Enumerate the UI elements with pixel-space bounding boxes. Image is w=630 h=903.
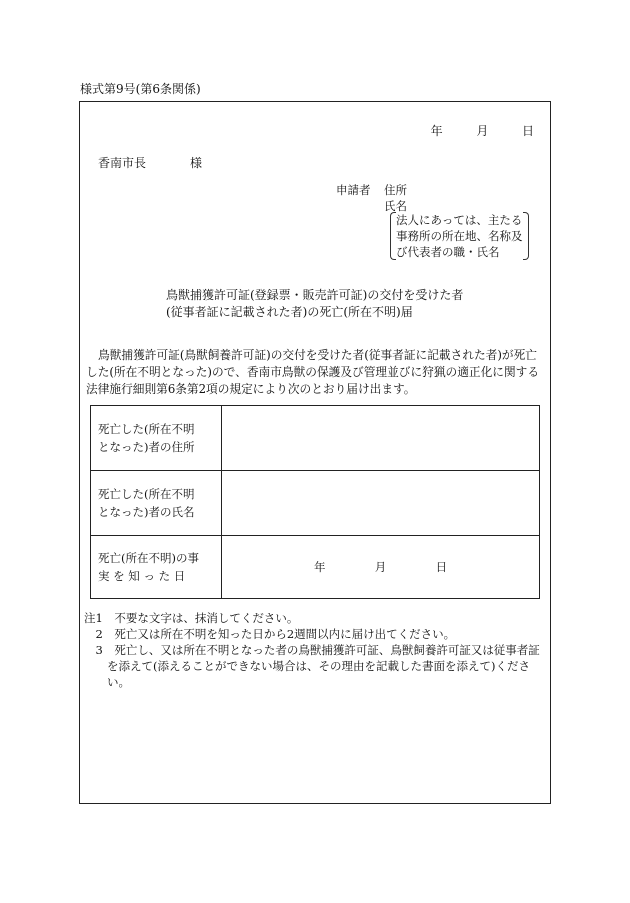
corporate-note-line: び代表者の職・氏名 [396, 245, 500, 259]
known-date-label: 死亡(所在不明)の事 実 を 知 っ た 日 [91, 536, 222, 599]
date-month: 月 [476, 124, 489, 138]
table-row-address [91, 406, 540, 471]
notes-section [84, 610, 546, 690]
date-year: 年 [430, 124, 443, 138]
body-line: した(所在不明となった)ので、香南市鳥獣の保護及び管理並びに狩猟の適正化に関する [86, 365, 540, 379]
corporate-note [390, 212, 529, 260]
table-row-date [91, 536, 540, 599]
body-line: 法律施行細則第6条第2項の規定により次のとおり届け出ます。 [86, 382, 416, 396]
note-line: 注1 不要な文字は、抹消してください。 [84, 611, 299, 625]
deceased-address-field[interactable] [222, 406, 540, 471]
note-line: 3 死亡し、又は所在不明となった者の鳥獣捕獲許可証、鳥獣飼養許可証又は従事者証 [84, 643, 540, 657]
addressee [98, 154, 202, 171]
form-frame [79, 101, 551, 804]
applicant-name-label: 氏名 [384, 199, 407, 213]
deceased-name-label: 死亡した(所在不明 となった)者の氏名 [91, 471, 222, 536]
known-date-month: 月 [374, 560, 387, 574]
deceased-name-field[interactable] [222, 471, 540, 536]
title-line: 鳥獣捕獲許可証(登録票・販売許可証)の交付を受けた者 [166, 288, 464, 302]
bracket-right [523, 212, 529, 260]
body-paragraph [86, 347, 546, 398]
document-title [166, 287, 463, 321]
corporate-note-line: 法人にあっては、主たる [396, 213, 523, 227]
submission-date [431, 122, 534, 139]
form-number-label: 様式第9号(第6条関係) [80, 82, 201, 96]
note-line: 2 死亡又は所在不明を知った日から2週間以内に届け出てください。 [84, 627, 456, 641]
applicant-address-label: 住所 [384, 183, 407, 197]
note-line: い。 [84, 675, 130, 689]
corporate-note-line: 事務所の所在地、名称及 [396, 229, 523, 243]
title-line: (従事者証に記載された者)の死亡(所在不明)届 [166, 305, 413, 319]
date-day: 日 [521, 124, 534, 138]
known-date-day: 日 [435, 560, 448, 574]
deceased-address-label: 死亡した(所在不明 となった)者の住所 [91, 406, 222, 471]
bracket-left [390, 212, 396, 260]
addressee-name: 香南市長 [98, 156, 147, 170]
addressee-honorific: 様 [190, 156, 203, 170]
known-date-field[interactable] [222, 536, 540, 599]
body-line: 鳥獣捕獲許可証(鳥獣飼養許可証)の交付を受けた者(従事者証に記載された者)が死亡 [98, 348, 537, 362]
table-row-name [91, 471, 540, 536]
known-date-year: 年 [313, 560, 326, 574]
note-line: を添えて(添えることができない場合は、その理由を記載した書面を添えて)くださ [84, 659, 530, 673]
report-table [90, 405, 540, 599]
applicant-role: 申請者 [336, 183, 371, 197]
